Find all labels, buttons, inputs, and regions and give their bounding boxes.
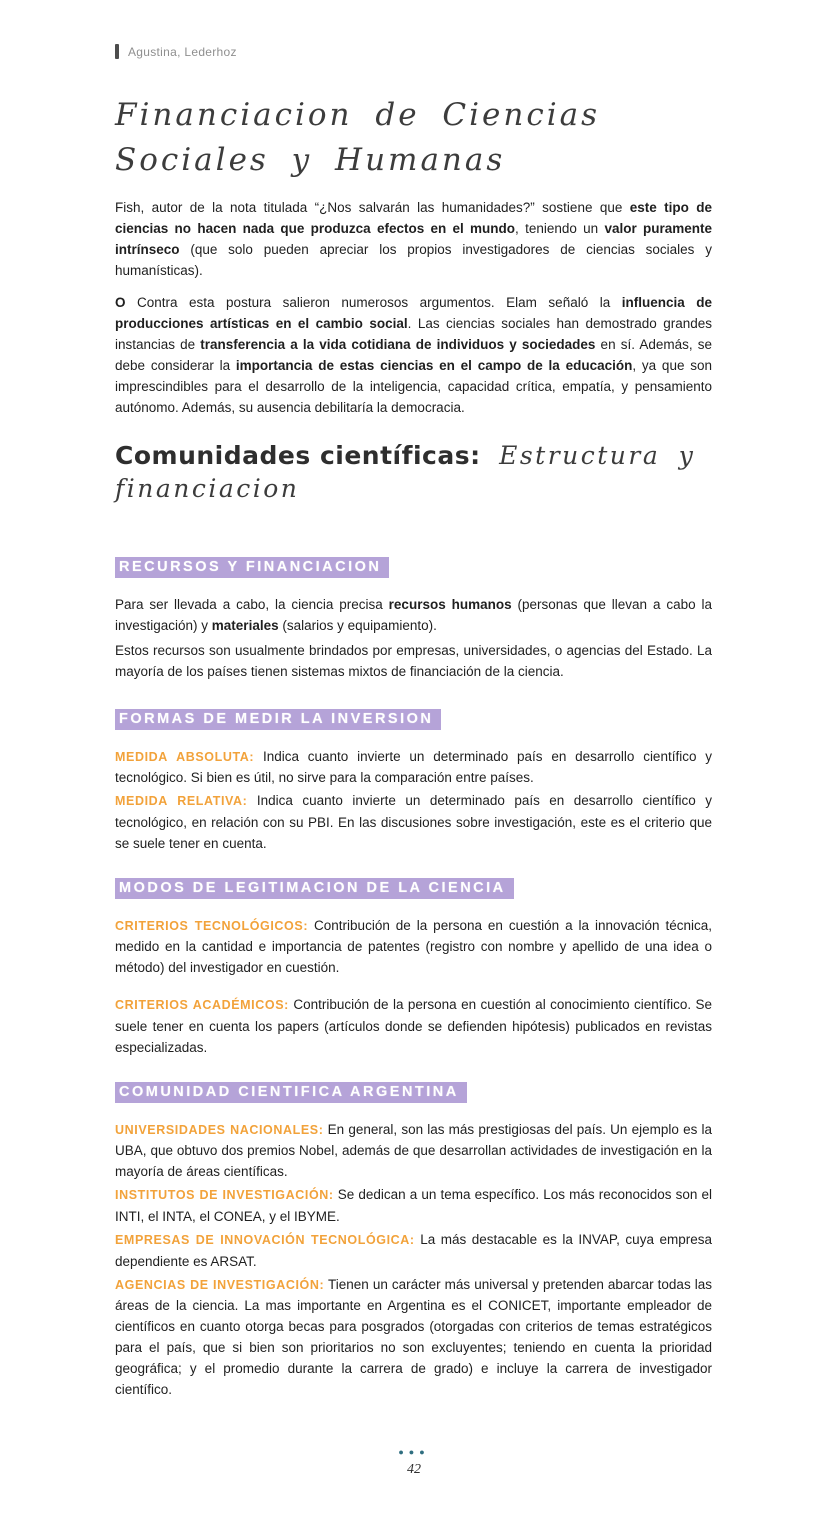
page-footer xyxy=(0,1448,828,1478)
item-label: CRITERIOS ACADÉMICOS: xyxy=(115,998,289,1013)
item-text: Indica cuanto invierte un determinado país en desarrollo científico y tecnológico, en relación con su PBI. En las discusiones sobre investigación, este es el criterio que se suele tener en cuenta. xyxy=(115,793,712,851)
item-text: Contribución de la persona en cuestión a la innovación técnica, medido en la cantidad e importancia de patentes (registro con nombre y apellido de una idea o método) del investigador en cuestión. xyxy=(115,917,713,976)
header-accent-bar xyxy=(115,44,119,59)
section-header: RECURSOS Y FINANCIACION xyxy=(115,557,389,578)
section-recursos-y-financiacion xyxy=(115,535,712,682)
item-label: UNIVERSIDADES NACIONALES: xyxy=(115,1122,324,1137)
subtitle-part-2: Estructura y financiacion xyxy=(115,441,696,503)
author-name: Agustina, Lederhoz xyxy=(128,44,237,59)
footer-dots-ornament: ●●● xyxy=(398,1447,430,1458)
labeled-paragraph xyxy=(115,994,712,1058)
labeled-paragraph xyxy=(115,1184,712,1227)
labeled-paragraph xyxy=(115,790,712,854)
item-text: Se dedican a un tema específico. Los más reconocidos son el INTI, el INTA, el CONEA, y el IBYME. xyxy=(115,1187,712,1224)
item-label: INSTITUTOS DE INVESTIGACIÓN: xyxy=(115,1188,334,1203)
item-text: Indica cuanto invierte un determinado país en desarrollo científico y tecnológico. Si bien es útil, no sirve para la comparación entre países. xyxy=(115,748,712,786)
labeled-paragraph xyxy=(115,1119,712,1183)
item-label: AGENCIAS DE INVESTIGACIÓN: xyxy=(115,1277,325,1292)
item-text: La más destacable es la INVAP, cuya empresa dependiente es ARSAT. xyxy=(115,1232,712,1269)
item-text: Tienen un carácter más universal y pretenden abarcar todas las áreas de la ciencia. La mas importante en Argentina es el CONICET, importante empleador de científicos en cuanto otorga becas para posgrados (otorgadas con criterios de temas estratégicos para el país, que si bien son prioritarios no son excluyentes; teniendo en cuenta la prioridad geográfica; y el promedio durante la carrera de grado) e incluye la carrera de investigador científico. xyxy=(115,1276,712,1398)
section-subtitle xyxy=(115,440,712,505)
section-modos-de-legitimacion xyxy=(115,856,712,1058)
section-paragraph: Estos recursos son usualmente brindados por empresas, universidades, o agencias del Estado. La mayoría de los países tienen sistemas mixtos de financiación de la ciencia. xyxy=(115,643,712,680)
section-formas-de-medir-la-inversion xyxy=(115,687,712,854)
item-text: En general, son las más prestigiosas del país. Un ejemplo es la UBA, que obtuvo dos premios Nobel, además de que desarrollan actividades de investigación en la mayoría de áreas científicas. xyxy=(115,1121,712,1180)
labeled-paragraph xyxy=(115,1229,712,1272)
section-header: COMUNIDAD CIENTIFICA ARGENTINA xyxy=(115,1082,467,1103)
section-header: MODOS DE LEGITIMACION DE LA CIENCIA xyxy=(115,878,514,899)
intro-paragraph-2: O Contra esta postura salieron numerosos argumentos. Elam señaló la influencia de producciones artísticas en el cambio social. Las ciencias sociales han demostrado grandes instancias de transferencia a la vida cotidiana de individuos y sociedades en sí. Además, se debe considerar la importancia de estas ciencias en el campo de la educación, ya que son imprescindibles para el desarrollo de la inteligencia, capacidad crítica, empatía, y pensamiento autónomo. Además, su ausencia debilitaría la democracia. xyxy=(115,295,713,416)
item-label: CRITERIOS TECNOLÓGICOS: xyxy=(115,918,309,933)
section-comunidad-cientifica-argentina xyxy=(115,1060,712,1400)
labeled-paragraph xyxy=(115,746,712,789)
labeled-paragraph xyxy=(115,1274,712,1401)
intro-paragraph-1: Fish, autor de la nota titulada “¿Nos salvarán las humanidades?” sostiene que este tipo de ciencias no hacen nada que produzca efectos en el mundo, teniendo un valor puramente intrínseco (que solo pueden apreciar los propios investigadores de ciencias sociales y humanísticas). xyxy=(115,199,712,279)
item-text: Contribución de la persona en cuestión al conocimiento científico. Se suele tener en cuenta los papers (artículos donde se defienden hipótesis) publicados en revistas especializadas. xyxy=(115,997,712,1055)
item-label: MEDIDA RELATIVA: xyxy=(115,794,248,809)
page-number: 42 xyxy=(407,1462,421,1478)
item-label: EMPRESAS DE INNOVACIÓN TECNOLÓGICA: xyxy=(115,1233,415,1247)
section-paragraph: Para ser llevada a cabo, la ciencia precisa recursos humanos (personas que llevan a cabo la investigación) y materiales (salarios y equipamiento). xyxy=(115,597,712,634)
document-title: Financiacion de Ciencias Sociales y Humanas xyxy=(115,97,601,178)
subtitle-part-1: Comunidades científicas: xyxy=(115,441,481,471)
page-header xyxy=(115,44,712,59)
labeled-paragraph xyxy=(115,915,712,979)
item-label: MEDIDA ABSOLUTA: xyxy=(115,749,255,764)
section-header: FORMAS DE MEDIR LA INVERSION xyxy=(115,709,441,730)
